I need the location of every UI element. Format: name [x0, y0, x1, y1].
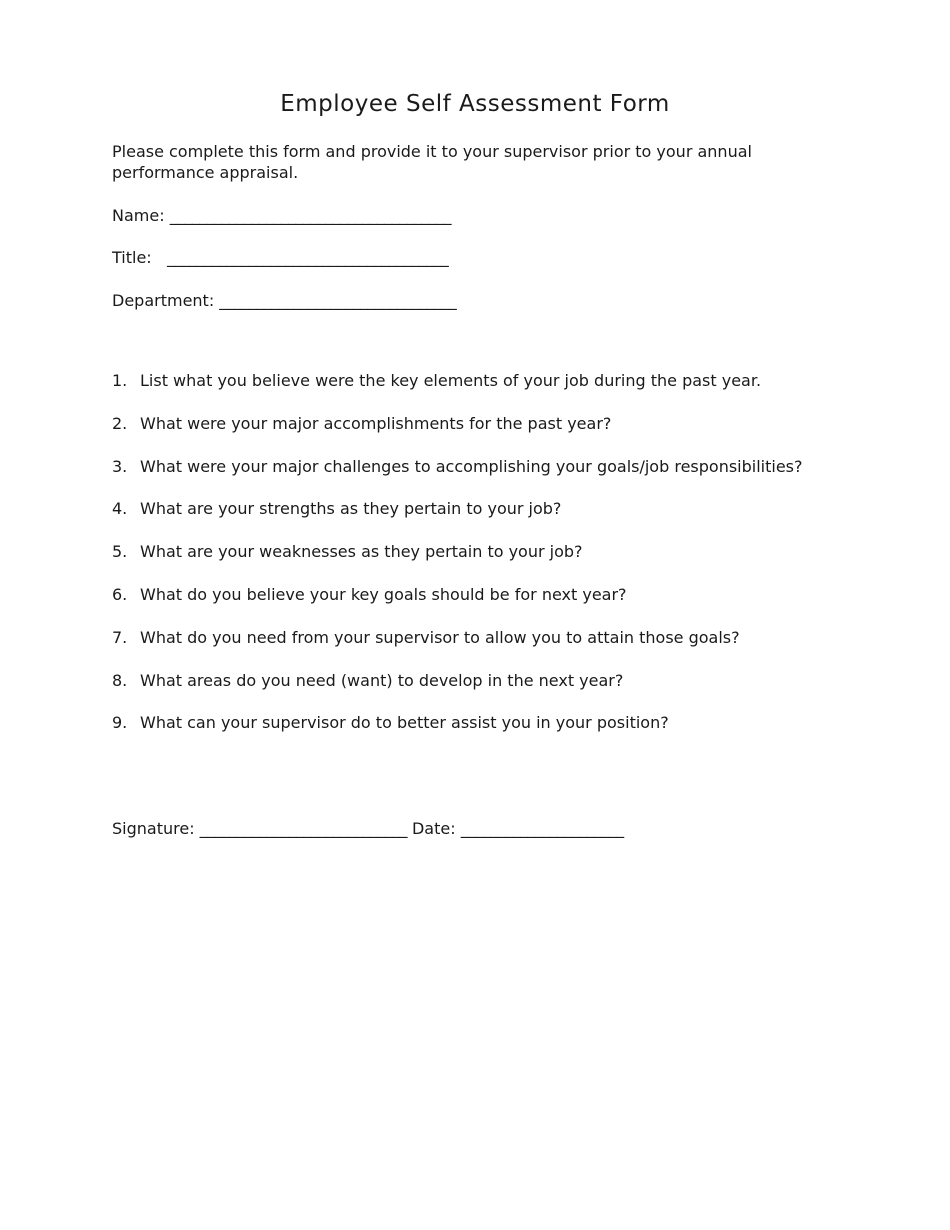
question-number: 3.	[112, 456, 128, 476]
name-field	[112, 205, 451, 227]
question-item	[112, 456, 852, 499]
question-item	[112, 370, 852, 413]
question-number: 2.	[112, 413, 128, 433]
intro-paragraph: Please complete this form and provide it to your supervisor prior to your annual performance appraisal.	[112, 142, 752, 182]
name-blank-line: ______________________________________	[169, 206, 451, 225]
question-item	[112, 627, 852, 670]
date-label: Date:	[406, 819, 461, 838]
question-number: 1.	[112, 371, 128, 390]
title-blank-line: ______________________________________	[166, 248, 449, 267]
department-field	[112, 290, 456, 312]
question-number: 5.	[112, 542, 128, 562]
question-number: 4.	[112, 499, 128, 519]
question-text: List what you believe were the key elements of your job during the past year.	[140, 371, 762, 390]
date-blank-line: ______________________	[460, 819, 624, 838]
question-text: What were your major challenges to accomplishing your goals/job responsibilities?	[140, 456, 803, 476]
question-text: What are your weaknesses as they pertain to your job?	[140, 542, 583, 562]
question-item	[112, 498, 852, 541]
signature-date-line	[112, 818, 624, 840]
title-label: Title:	[112, 248, 167, 267]
question-text: What areas do you need (want) to develop in the next year?	[140, 670, 624, 690]
question-number: 6.	[112, 584, 128, 604]
question-item	[112, 541, 852, 584]
page-title: Employee Self Assessment Form	[280, 91, 670, 117]
question-item	[112, 712, 852, 755]
signature-label: Signature:	[112, 819, 200, 838]
title-field	[112, 247, 448, 269]
question-number: 9.	[112, 713, 128, 733]
signature-blank-line: ____________________________	[199, 819, 407, 838]
question-list	[112, 370, 852, 755]
question-item	[112, 413, 852, 456]
question-text: What do you need from your supervisor to allow you to attain those goals?	[140, 627, 740, 647]
name-label: Name:	[112, 206, 170, 225]
question-text: What were your major accomplishments for the past year?	[140, 413, 612, 433]
department-blank-line: ________________________________	[219, 291, 457, 310]
question-number: 7.	[112, 627, 128, 647]
question-item	[112, 584, 852, 627]
question-number: 8.	[112, 670, 128, 690]
department-label: Department:	[112, 291, 220, 310]
question-text: What do you believe your key goals should be for next year?	[140, 584, 627, 604]
question-text: What can your supervisor do to better assist you in your position?	[140, 713, 669, 733]
question-text: What are your strengths as they pertain to your job?	[140, 499, 562, 519]
question-item	[112, 670, 852, 713]
